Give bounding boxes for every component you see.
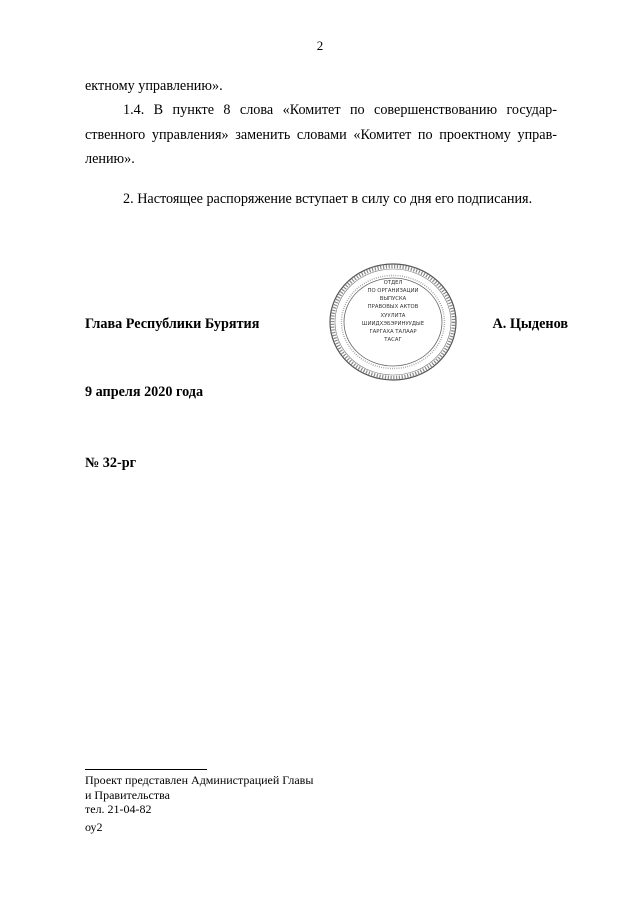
- seal-line: ОТДЕЛ: [383, 280, 403, 286]
- page-number: 2: [316, 38, 324, 53]
- paragraph-item-2: 2. Настоящее распоряжение вступает в силу со дня его подписания.: [123, 191, 533, 207]
- official-seal: [327, 262, 459, 382]
- seal-line: ВЫПУСКА: [379, 296, 407, 302]
- paragraph-continuation: ектному управлению».: [85, 78, 223, 94]
- seal-line: ТАСАГ: [384, 337, 402, 343]
- footnote: [85, 773, 313, 817]
- document-code: оу2: [85, 820, 103, 834]
- signatory-title: Глава Республики Бурятия: [85, 316, 260, 332]
- seal-line: ГАРГАХА ТАЛААР: [369, 329, 417, 335]
- document-number: № 32-рг: [85, 455, 137, 471]
- seal-line: ХУУЛИТА: [380, 313, 406, 319]
- footnote-line: тел. 21-04-82: [85, 802, 152, 816]
- seal-line: ПРАВОВЫХ АКТОВ: [367, 304, 419, 310]
- seal-line: ШИИДХЭБЭРИНУУДЫЕ: [361, 321, 425, 327]
- footnote-line: Проект представлен Администрацией Главы: [85, 773, 314, 787]
- seal-line: ПО ОРГАНИЗАЦИИ: [367, 288, 419, 294]
- signatory-name: А. Цыденов: [492, 316, 568, 332]
- footnote-line: и Правительства: [85, 787, 170, 802]
- paragraph-item-1-4: 1.4. В пункте 8 слова «Комитет по совершенствованию государ-ственного управления» заменить словами «Комитет по проектному управ-лению».: [85, 102, 557, 167]
- document-date: 9 апреля 2020 года: [85, 384, 204, 400]
- footnote-divider: [85, 769, 207, 770]
